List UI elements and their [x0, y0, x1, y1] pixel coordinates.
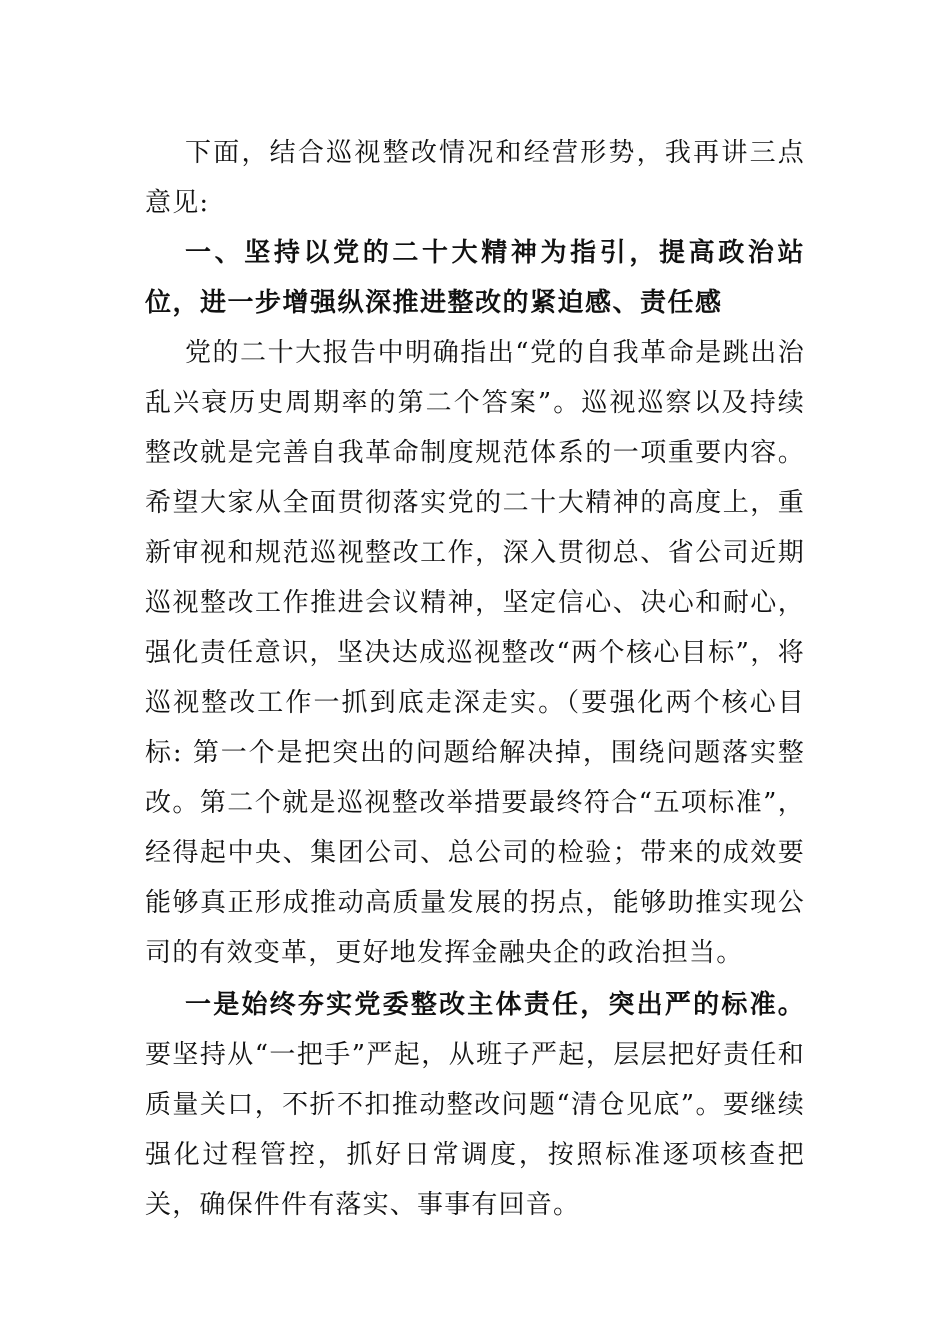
body-paragraph-1: 党的二十大报告中明确指出“党的自我革命是跳出治乱兴衰历史周期率的第二个答案”。巡视巡察以及持续整改就是完善自我革命制度规范体系的一项重要内容。希望大家从全面贯彻落实党的二十大精神的高度上，重新审视和规范巡视整改工作，深入贯彻总、省公司近期巡视整改工作推进会议精神，坚定信心、决心和耐心，强化责任意识，坚决达成巡视整改“两个核心目标”，将巡视整改工作一抓到底走深走实。（要强化两个核心目标: 第一个是把突出的问题给解决掉，围绕问题落实整改。第二个就是巡视整改举措要最终符合“五项标准”，经得起中央、集团公司、总公司的检验；带来的成效要能够真正形成推动高质量发展的拐点，能够助推实现公司的有效变革，更好地发挥金融央企的政治担当。: [145, 338, 805, 968]
body-paragraph-2: [145, 980, 805, 1230]
section-heading-1: 一、坚持以党的二十大精神为指引，提高政治站位，进一步增强纵深推进整改的紧迫感、责任感: [145, 238, 805, 318]
paragraph-2-lead: 一是始终夯实党委整改主体责任，突出严的标准。: [185, 990, 805, 1020]
document-body: [145, 128, 805, 1230]
paragraph-2-body: 要坚持从“一把手”严起，从班子严起，层层把好责任和质量关口，不折不扣推动整改问题“清仓见底”。要继续强化过程管控，抓好日常调度，按照标准逐项核查把关，确保件件有落实、事事有回音。: [145, 1040, 805, 1220]
intro-paragraph: 下面，结合巡视整改情况和经营形势，我再讲三点意见:: [145, 138, 805, 218]
